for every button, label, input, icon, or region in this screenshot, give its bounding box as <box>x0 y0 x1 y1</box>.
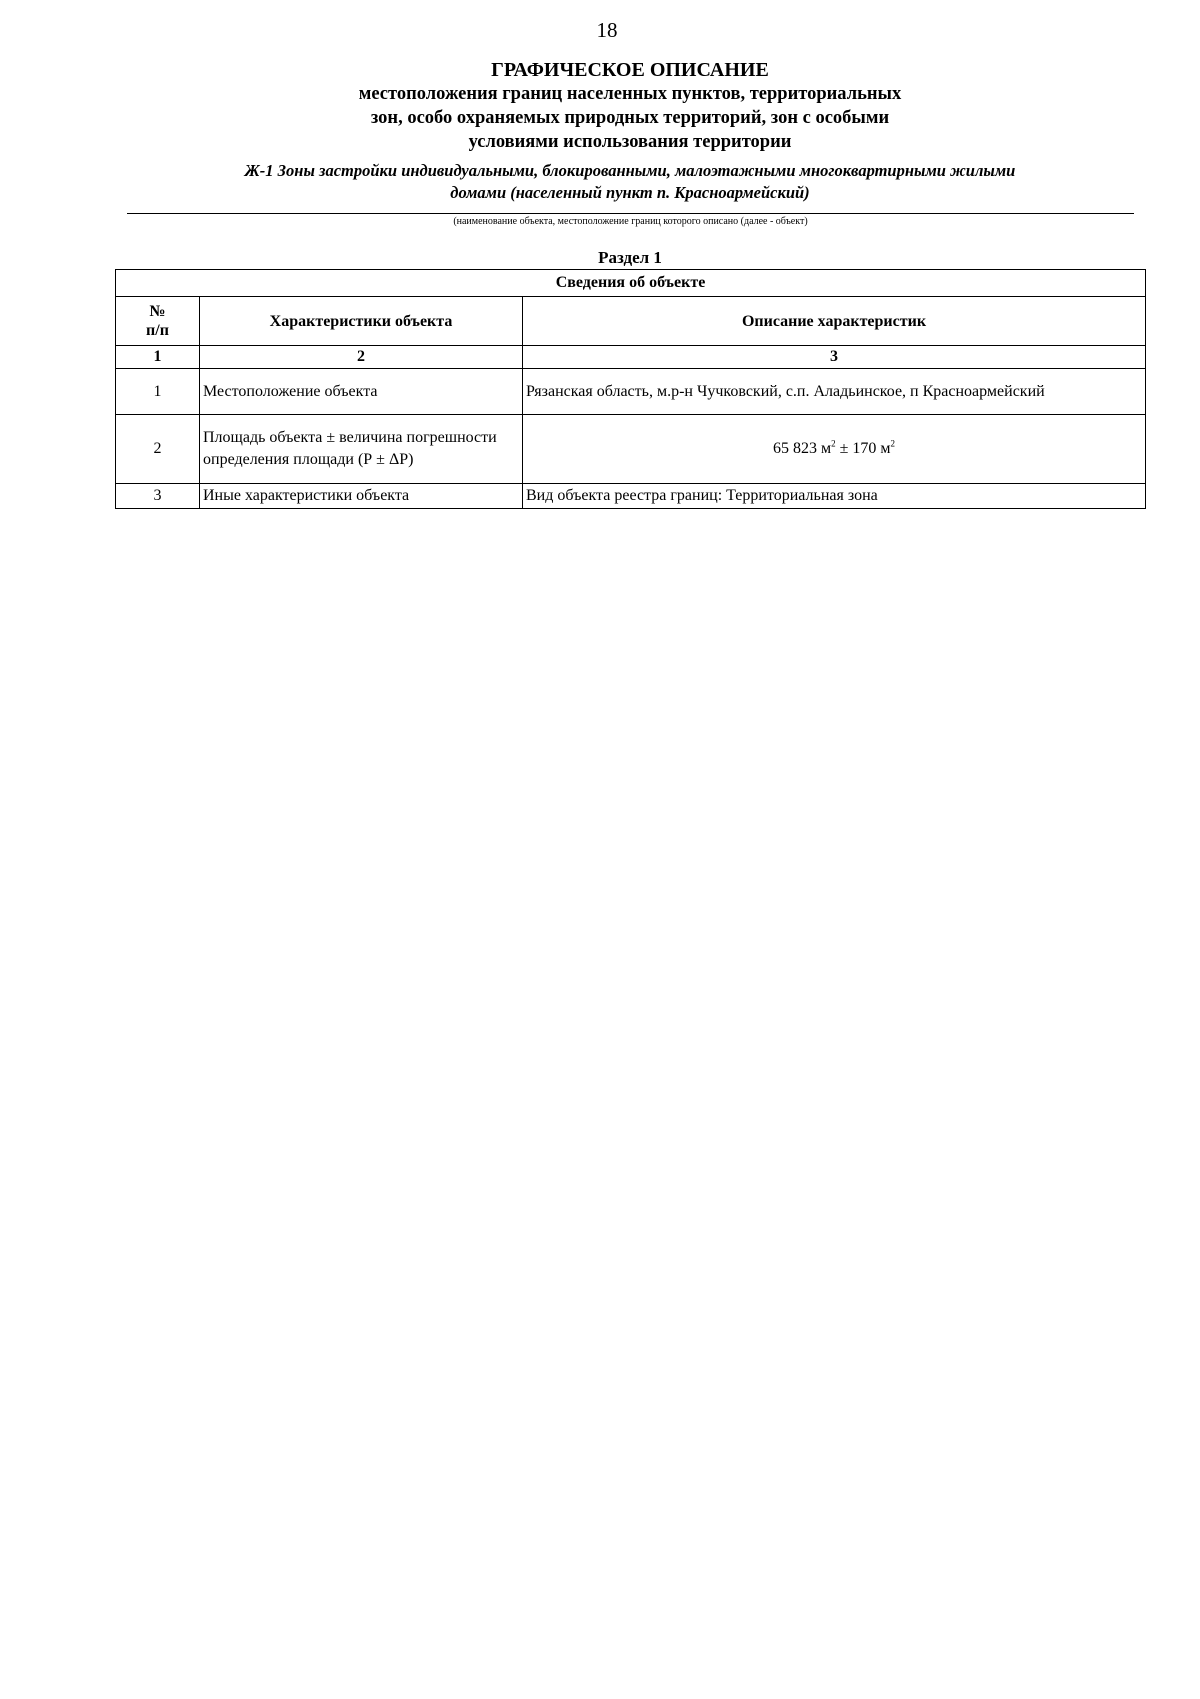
row-characteristic: Площадь объекта ± величина погрешности определения площади (Р ± ΔР) <box>200 415 523 484</box>
row-number: 2 <box>116 415 200 484</box>
document-subtitle-line-3: условиями использования территории <box>468 132 792 152</box>
table-caption: Сведения об объекте <box>116 270 1146 297</box>
object-info-table <box>115 269 1146 509</box>
row-description: Рязанская область, м.р-н Чучковский, с.п. Аладьинское, п Красноармейский <box>523 369 1146 415</box>
column-header-number-line-1: № <box>149 303 166 320</box>
table-row <box>116 369 1146 415</box>
error-unit-exponent: 2 <box>890 438 896 449</box>
column-header-characteristic: Характеристики объекта <box>200 297 523 346</box>
object-name-line-2: домами (населенный пункт п. Красноармейский) <box>450 183 810 202</box>
row-description <box>523 415 1146 484</box>
column-header-number <box>116 297 200 346</box>
row-number: 1 <box>116 369 200 415</box>
column-header-description: Описание характеристик <box>523 297 1146 346</box>
page-number: 18 <box>596 18 618 42</box>
table-row <box>116 484 1146 509</box>
document-title: ГРАФИЧЕСКОЕ ОПИСАНИЕ <box>491 59 769 81</box>
section-title: Раздел 1 <box>598 248 662 267</box>
document-subtitle-line-1: местоположения границ населенных пунктов, территориальных <box>358 84 902 104</box>
row-characteristic: Местоположение объекта <box>200 369 523 415</box>
document-subtitle-line-2: зон, особо охраняемых природных территорий, зон с особыми <box>370 108 890 128</box>
object-name-caption: (наименование объекта, местоположение границ которого описано (далее - объект) <box>453 216 808 227</box>
row-description: Вид объекта реестра границ: Территориальная зона <box>523 484 1146 509</box>
column-index-2: 2 <box>200 346 523 369</box>
column-index-3: 3 <box>523 346 1146 369</box>
object-name-line-1: Ж-1 Зоны застройки индивидуальными, блокированными, малоэтажными многоквартирными жилыми <box>244 161 1016 180</box>
area-value: 65 823 м <box>772 440 832 457</box>
table-row <box>116 415 1146 484</box>
underline-rule <box>127 213 1134 214</box>
document-heading <box>120 58 1140 204</box>
column-index-1: 1 <box>116 346 200 369</box>
row-number: 3 <box>116 484 200 509</box>
area-error: ± 170 м <box>835 440 891 457</box>
column-header-number-line-2: п/п <box>146 322 169 339</box>
area-unit-exponent: 2 <box>831 438 836 449</box>
row-characteristic: Иные характеристики объекта <box>200 484 523 509</box>
